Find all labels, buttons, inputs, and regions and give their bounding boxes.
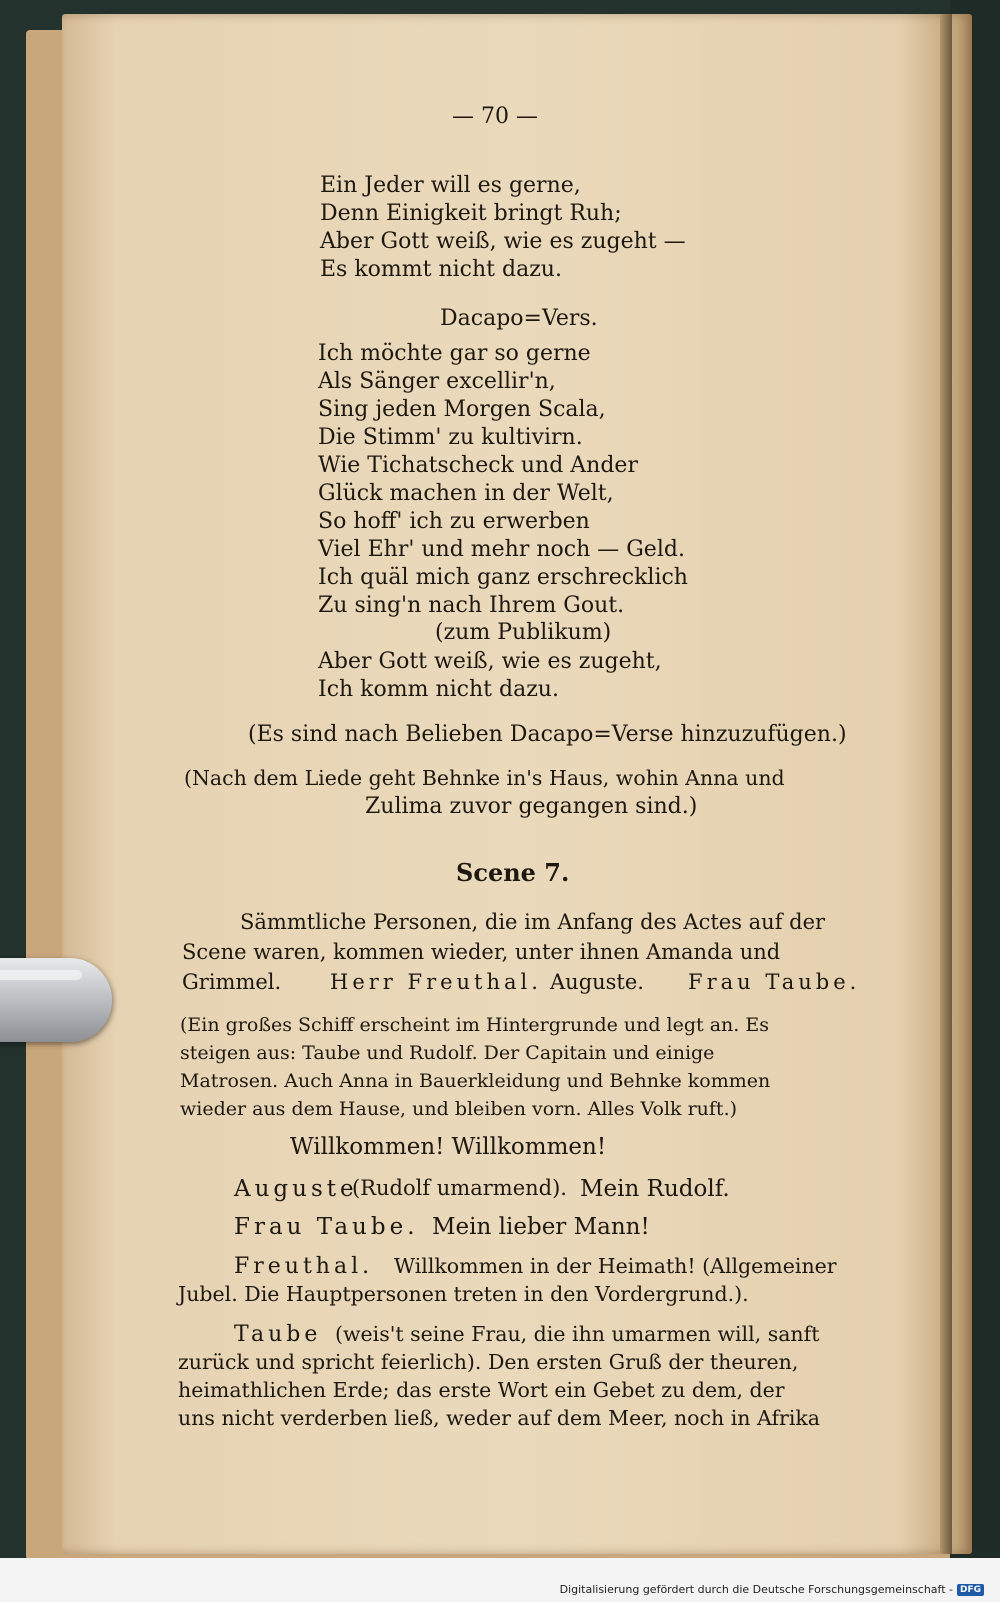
verse-line: Ein Jeder will es gerne, <box>320 173 581 198</box>
taube-line: uns nicht verderben ließ, weder auf dem Meer, noch in Afrika <box>178 1406 821 1430</box>
frau-taube-line: Mein lieber Mann! <box>432 1214 650 1240</box>
page-number: — 70 — <box>452 104 538 129</box>
scene-intro-grimmel: Grimmel. <box>182 970 282 994</box>
stage-direction-publikum: (zum Publikum) <box>435 620 612 645</box>
speaker-auguste: Auguste <box>234 1176 358 1202</box>
stage-direction-line: Matrosen. Auch Anna in Bauerkleidung und Behnke kommen <box>180 1070 771 1092</box>
verse-line: Zu sing'n nach Ihrem Gout. <box>318 593 625 618</box>
verse-line: Wie Tichatscheck und Ander <box>318 453 638 478</box>
speaker-taube: Taube <box>234 1322 322 1347</box>
verse-line: Die Stimm' zu kultivirn. <box>318 425 583 450</box>
dacapo-heading: Dacapo=Vers. <box>440 306 598 331</box>
scene-intro-auguste: Auguste. <box>550 970 644 994</box>
verse-line: So hoff' ich zu erwerben <box>318 509 590 534</box>
speaker-freuthal: Freuthal. <box>234 1254 374 1279</box>
verse-line: Sing jeden Morgen Scala, <box>318 397 606 422</box>
verse-line: Ich quäl mich ganz erschrecklich <box>318 565 688 590</box>
dfg-logo: DFG <box>957 1584 984 1596</box>
footer-credit <box>560 1583 984 1596</box>
note-line: (Nach dem Liede geht Behnke in's Haus, wohin Anna und <box>184 766 785 790</box>
taube-line: zurück und spricht feierlich). Den ersten Gruß der theuren, <box>178 1350 799 1374</box>
verse-line: Denn Einigkeit bringt Ruh; <box>320 201 622 226</box>
stage-direction-line: wieder aus dem Hause, und bleiben vorn. Alles Volk ruft.) <box>180 1098 738 1120</box>
verse-line: Ich möchte gar so gerne <box>318 341 591 366</box>
verse-line: Viel Ehr' und mehr noch — Geld. <box>318 537 685 562</box>
verse-line: Aber Gott weiß, wie es zugeht — <box>320 229 686 254</box>
speaker-frau-taube: Frau Taube. <box>234 1214 419 1240</box>
scene-intro-freuthal: Herr Freuthal. <box>330 970 542 994</box>
page-edge-shadow <box>940 14 952 1554</box>
footer-bar <box>0 1558 1000 1602</box>
auguste-line: Mein Rudolf. <box>580 1176 730 1202</box>
scene-intro-line: Scene waren, kommen wieder, unter ihnen Amanda und <box>182 940 781 964</box>
page-clip <box>0 958 112 1042</box>
chorus-line: Willkommen! Willkommen! <box>290 1134 607 1160</box>
freuthal-line: Willkommen in der Heimath! (Allgemeiner <box>394 1254 837 1278</box>
scene-intro-line: Sämmtliche Personen, die im Anfang des Actes auf der <box>240 910 826 934</box>
taube-line: heimathlichen Erde; das erste Wort ein Gebet zu dem, der <box>178 1378 785 1402</box>
auguste-direction: (Rudolf umarmend). <box>352 1176 567 1200</box>
verse-line: Als Sänger excellir'n, <box>318 369 556 394</box>
stage-direction-line: (Ein großes Schiff erscheint im Hintergrunde und legt an. Es <box>180 1014 769 1036</box>
taube-line: (weis't seine Frau, die ihn umarmen will, sanft <box>335 1322 820 1346</box>
freuthal-line: Jubel. Die Hauptpersonen treten in den Vordergrund.). <box>178 1282 749 1306</box>
note-dacapo: (Es sind nach Belieben Dacapo=Verse hinzuzufügen.) <box>248 722 847 747</box>
verse-line: Aber Gott weiß, wie es zugeht, <box>318 649 662 674</box>
note-line: Zulima zuvor gegangen sind.) <box>365 794 698 819</box>
credit-text: Digitalisierung gefördert durch die Deutsche Forschungsgemeinschaft - <box>559 1583 953 1596</box>
verse-line: Ich komm nicht dazu. <box>318 677 559 702</box>
scene-intro-frau-taube: Frau Taube. <box>688 970 861 994</box>
verse-line: Es kommt nicht dazu. <box>320 257 562 282</box>
verse-line: Glück machen in der Welt, <box>318 481 614 506</box>
stage-direction-line: steigen aus: Taube und Rudolf. Der Capitain und einige <box>180 1042 715 1064</box>
scene-title: Scene 7. <box>456 858 570 887</box>
